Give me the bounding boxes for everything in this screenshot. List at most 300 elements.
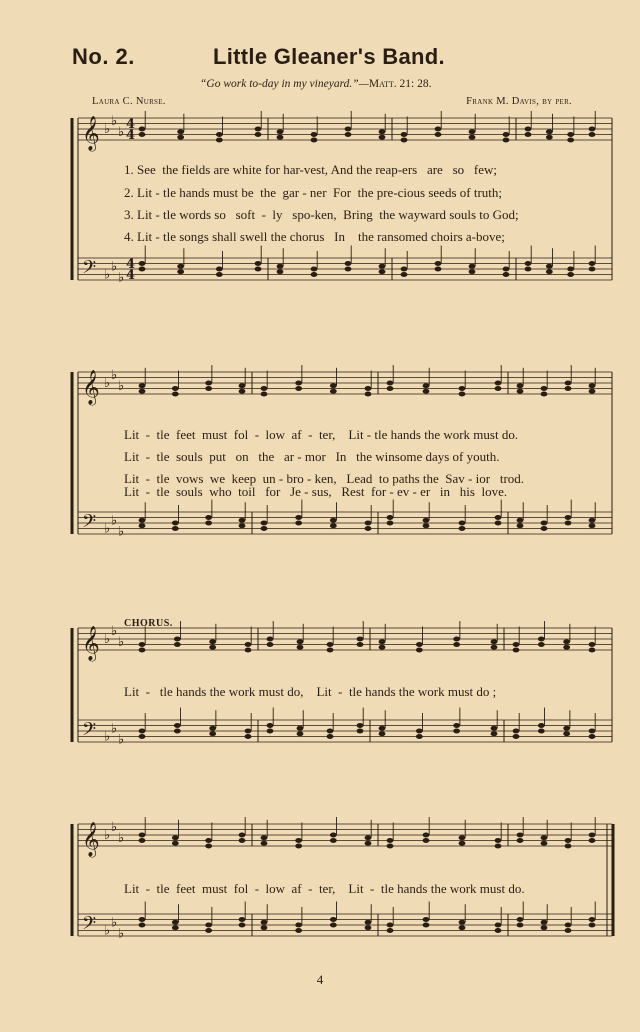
time-signature: 4 (126, 257, 136, 272)
note-head (513, 729, 520, 734)
note-head (525, 127, 532, 132)
note-head (205, 381, 212, 386)
note-head (172, 920, 179, 925)
note-head (172, 392, 179, 397)
note-head (589, 132, 596, 137)
note-head (345, 127, 352, 132)
note-head (174, 729, 181, 734)
note-head (387, 928, 394, 933)
note-head (563, 726, 570, 731)
note-head (563, 645, 570, 650)
note-head (245, 648, 252, 653)
note-head (589, 734, 596, 739)
chorus-label: CHORUS. (124, 618, 173, 629)
note-head (255, 267, 262, 272)
note-head (261, 925, 268, 930)
note-head (469, 264, 476, 269)
note-head (295, 521, 302, 526)
note-head (139, 383, 146, 388)
note-head (139, 518, 146, 523)
note-head (379, 269, 386, 274)
note-head (139, 132, 146, 137)
note-head (563, 731, 570, 736)
note-head (311, 138, 318, 143)
note-head (567, 132, 574, 137)
note-head (525, 132, 532, 137)
note-head (459, 526, 466, 531)
note-head (295, 381, 302, 386)
note-head (379, 731, 386, 736)
note-head (177, 129, 184, 134)
note-head (513, 642, 520, 647)
flat-sign-icon: ♭ (111, 623, 118, 639)
note-head (503, 132, 510, 137)
note-head (495, 521, 502, 526)
note-head (495, 838, 502, 843)
note-head (216, 132, 223, 137)
note-head (459, 841, 466, 846)
note-head (261, 521, 268, 526)
note-head (387, 386, 394, 391)
flat-sign-icon: ♭ (118, 378, 125, 394)
treble-clef-icon: 𝄞 (82, 116, 100, 151)
refrain-line-1: Lit - tle feet must fol - low af - ter, Lit - tle hands the work must do. (124, 427, 519, 442)
note-head (295, 838, 302, 843)
note-head (239, 518, 246, 523)
note-head (401, 132, 408, 137)
flat-sign-icon: ♭ (111, 721, 118, 737)
note-head (172, 841, 179, 846)
note-head (330, 383, 337, 388)
note-head (541, 526, 548, 531)
note-head (423, 833, 430, 838)
note-head (261, 386, 268, 391)
verse-4-lyrics: 4. Lit - tle songs shall swell the chorus In the ransomed choirs a-bove; (124, 229, 505, 244)
note-head (239, 389, 246, 394)
time-signature: 4 (126, 128, 136, 143)
note-head (538, 637, 545, 642)
verse-1-lyrics: 1. See the fields are white for har-vest, And the reap-ers are so few; (124, 162, 497, 177)
flat-sign-icon: ♭ (118, 124, 125, 140)
flat-sign-icon: ♭ (111, 915, 118, 931)
note-head (589, 523, 596, 528)
note-head (538, 642, 545, 647)
note-head (205, 928, 212, 933)
note-head (255, 127, 262, 132)
note-head (357, 723, 364, 728)
note-head (423, 917, 430, 922)
note-head (345, 267, 352, 272)
note-head (139, 523, 146, 528)
note-head (538, 729, 545, 734)
note-head (139, 833, 146, 838)
lyricist-credit: Laura C. Nurse. (92, 96, 166, 107)
note-head (261, 920, 268, 925)
note-head (379, 264, 386, 269)
note-head (453, 642, 460, 647)
note-head (139, 127, 146, 132)
note-head (216, 267, 223, 272)
note-head (503, 272, 510, 277)
note-head (261, 835, 268, 840)
note-head (423, 518, 430, 523)
note-head (565, 521, 572, 526)
treble-clef-icon: 𝄞 (82, 370, 100, 405)
note-head (546, 269, 553, 274)
note-head (565, 386, 572, 391)
note-head (205, 521, 212, 526)
note-head (453, 723, 460, 728)
note-head (139, 261, 146, 266)
note-head (517, 383, 524, 388)
note-head (459, 835, 466, 840)
note-head (239, 523, 246, 528)
note-head (255, 132, 262, 137)
composer-credit: Frank M. Davis, by per. (466, 96, 572, 107)
note-head (277, 129, 284, 134)
note-head (267, 642, 274, 647)
note-head (503, 138, 510, 143)
note-head (330, 838, 337, 843)
note-head (541, 841, 548, 846)
note-head (255, 261, 262, 266)
note-head (177, 269, 184, 274)
note-head (423, 389, 430, 394)
note-head (565, 838, 572, 843)
note-head (379, 726, 386, 731)
note-head (546, 264, 553, 269)
note-head (589, 648, 596, 653)
note-head (327, 729, 334, 734)
note-head (277, 135, 284, 140)
note-head (459, 920, 466, 925)
flat-sign-icon: ♭ (111, 113, 118, 129)
flat-sign-icon: ♭ (118, 524, 125, 540)
note-head (295, 844, 302, 849)
note-head (139, 923, 146, 928)
note-head (469, 135, 476, 140)
note-head (589, 838, 596, 843)
note-head (495, 923, 502, 928)
note-head (495, 386, 502, 391)
note-head (589, 923, 596, 928)
epigraph-quote: “Go work to-day in my vineyard.”— (200, 78, 369, 90)
note-head (469, 129, 476, 134)
note-head (453, 729, 460, 734)
note-head (495, 515, 502, 520)
note-head (327, 648, 334, 653)
note-head (209, 639, 216, 644)
note-head (267, 637, 274, 642)
note-head (379, 129, 386, 134)
note-head (177, 264, 184, 269)
hymn-number: No. 2. (72, 44, 135, 69)
note-head (295, 928, 302, 933)
note-head (589, 518, 596, 523)
verse-2-lyrics: 2. Lit - tle hands must be the gar - ner For the pre-cious seeds of truth; (124, 185, 502, 200)
note-head (172, 386, 179, 391)
note-head (416, 648, 423, 653)
refrain-line-3: Lit - tle vows we keep un - bro - ken, Lead to paths the Sav - ior trod. (124, 471, 525, 486)
note-head (239, 923, 246, 928)
note-head (209, 731, 216, 736)
note-head (517, 518, 524, 523)
note-head (277, 264, 284, 269)
note-head (297, 726, 304, 731)
note-head (423, 383, 430, 388)
note-head (261, 526, 268, 531)
note-head (174, 637, 181, 642)
note-head (216, 272, 223, 277)
flat-sign-icon: ♭ (104, 122, 111, 137)
note-head (139, 838, 146, 843)
flat-sign-icon: ♭ (111, 367, 118, 383)
note-head (423, 923, 430, 928)
note-head (327, 642, 334, 647)
note-head (261, 392, 268, 397)
note-head (387, 521, 394, 526)
note-head (327, 734, 334, 739)
note-head (541, 386, 548, 391)
note-head (567, 138, 574, 143)
note-head (297, 645, 304, 650)
note-head (379, 135, 386, 140)
note-head (538, 723, 545, 728)
verse-3-lyrics: 3. Lit - tle words so soft - ly spo-ken, Bring the wayward souls to God; (124, 207, 519, 222)
note-head (209, 645, 216, 650)
chorus-lyrics: Lit - tle hands the work must do, Lit - tle hands the work must do ; (124, 684, 497, 699)
note-head (546, 129, 553, 134)
note-head (491, 731, 498, 736)
note-head (435, 132, 442, 137)
note-head (365, 386, 372, 391)
note-head (435, 267, 442, 272)
flat-sign-icon: ♭ (104, 521, 111, 537)
flat-sign-icon: ♭ (111, 259, 118, 275)
hymn-title: Little Gleaner's Band. (213, 44, 445, 69)
note-head (311, 272, 318, 277)
note-head (177, 135, 184, 140)
note-head (297, 639, 304, 644)
note-head (541, 835, 548, 840)
note-head (495, 844, 502, 849)
note-head (365, 526, 372, 531)
note-head (503, 267, 510, 272)
note-head (565, 844, 572, 849)
note-head (205, 923, 212, 928)
note-head (387, 838, 394, 843)
note-head (387, 381, 394, 386)
time-signature: 4 (126, 117, 136, 132)
note-head (435, 127, 442, 132)
note-head (565, 923, 572, 928)
bass-clef-icon: 𝄢 (82, 913, 97, 939)
note-head (357, 729, 364, 734)
note-head (567, 267, 574, 272)
note-head (295, 923, 302, 928)
note-head (295, 515, 302, 520)
note-head (525, 261, 532, 266)
note-head (589, 389, 596, 394)
note-head (525, 267, 532, 272)
note-head (379, 639, 386, 644)
note-head (216, 138, 223, 143)
note-head (459, 925, 466, 930)
note-head (563, 639, 570, 644)
flat-sign-icon: ♭ (118, 830, 125, 846)
note-head (205, 515, 212, 520)
note-head (387, 923, 394, 928)
note-head (330, 917, 337, 922)
note-head (357, 637, 364, 642)
treble-clef-icon: 𝄞 (82, 822, 100, 857)
note-head (401, 272, 408, 277)
note-head (330, 518, 337, 523)
note-head (365, 835, 372, 840)
flat-sign-icon: ♭ (104, 828, 111, 843)
note-head (513, 648, 520, 653)
note-head (172, 526, 179, 531)
note-head (139, 729, 146, 734)
flat-sign-icon: ♭ (118, 270, 125, 286)
note-head (245, 642, 252, 647)
note-head (139, 917, 146, 922)
note-head (297, 731, 304, 736)
note-head (387, 515, 394, 520)
note-head (423, 838, 430, 843)
note-head (365, 392, 372, 397)
note-head (365, 841, 372, 846)
note-head (589, 729, 596, 734)
note-head (423, 523, 430, 528)
flat-sign-icon: ♭ (118, 926, 125, 942)
note-head (491, 645, 498, 650)
note-head (365, 920, 372, 925)
note-head (330, 389, 337, 394)
flat-sign-icon: ♭ (104, 632, 111, 647)
note-head (205, 838, 212, 843)
page-number: 4 (316, 972, 324, 987)
final-lyrics: Lit - tle feet must fol - low af - ter, Lit - tle hands the work must do. (124, 881, 525, 896)
note-head (416, 642, 423, 647)
note-head (435, 261, 442, 266)
time-signature: 4 (126, 268, 136, 283)
note-head (541, 920, 548, 925)
note-head (517, 838, 524, 843)
note-head (565, 515, 572, 520)
flat-sign-icon: ♭ (104, 923, 111, 939)
note-head (345, 261, 352, 266)
note-head (174, 723, 181, 728)
note-head (589, 917, 596, 922)
note-head (491, 726, 498, 731)
note-head (495, 381, 502, 386)
note-head (401, 267, 408, 272)
flat-sign-icon: ♭ (104, 376, 111, 391)
note-head (330, 523, 337, 528)
note-head (139, 267, 146, 272)
note-head (365, 521, 372, 526)
note-head (295, 386, 302, 391)
note-head (172, 835, 179, 840)
note-head (453, 637, 460, 642)
note-head (459, 392, 466, 397)
note-head (589, 833, 596, 838)
note-head (311, 132, 318, 137)
note-head (172, 925, 179, 930)
note-head (517, 917, 524, 922)
note-head (139, 389, 146, 394)
note-head (245, 734, 252, 739)
note-head (517, 523, 524, 528)
note-head (205, 386, 212, 391)
note-head (513, 734, 520, 739)
bass-clef-icon: 𝄢 (82, 719, 97, 745)
note-head (379, 645, 386, 650)
note-head (267, 729, 274, 734)
note-head (345, 132, 352, 137)
refrain-line-4: Lit - tle souls who toil for Je - sus, Rest for - ev - er in his love. (124, 484, 508, 499)
flat-sign-icon: ♭ (111, 819, 118, 835)
treble-clef-icon: 𝄞 (82, 626, 100, 661)
note-head (277, 269, 284, 274)
note-head (541, 925, 548, 930)
note-head (459, 521, 466, 526)
note-head (311, 267, 318, 272)
note-head (459, 386, 466, 391)
note-head (357, 642, 364, 647)
note-head (239, 383, 246, 388)
note-head (330, 923, 337, 928)
note-head (589, 127, 596, 132)
note-head (546, 135, 553, 140)
flat-sign-icon: ♭ (111, 513, 118, 529)
note-head (589, 261, 596, 266)
note-head (387, 844, 394, 849)
note-head (209, 726, 216, 731)
note-head (139, 642, 146, 647)
note-head (491, 639, 498, 644)
note-head (267, 723, 274, 728)
note-head (239, 917, 246, 922)
note-head (469, 269, 476, 274)
note-head (330, 833, 337, 838)
note-head (172, 521, 179, 526)
note-head (589, 383, 596, 388)
note-head (589, 642, 596, 647)
note-head (565, 928, 572, 933)
note-head (174, 642, 181, 647)
bass-clef-icon: 𝄢 (82, 511, 97, 537)
flat-sign-icon: ♭ (104, 267, 111, 283)
note-head (517, 833, 524, 838)
flat-sign-icon: ♭ (118, 634, 125, 650)
note-head (517, 923, 524, 928)
note-head (139, 734, 146, 739)
epigraph-reference: Matt. 21: 28. (368, 78, 432, 90)
note-head (416, 729, 423, 734)
note-head (495, 928, 502, 933)
flat-sign-icon: ♭ (104, 729, 111, 745)
note-head (139, 648, 146, 653)
note-head (541, 521, 548, 526)
note-head (517, 389, 524, 394)
bass-clef-icon: 𝄢 (82, 257, 97, 283)
note-head (239, 838, 246, 843)
note-head (541, 392, 548, 397)
note-head (401, 138, 408, 143)
note-head (365, 925, 372, 930)
